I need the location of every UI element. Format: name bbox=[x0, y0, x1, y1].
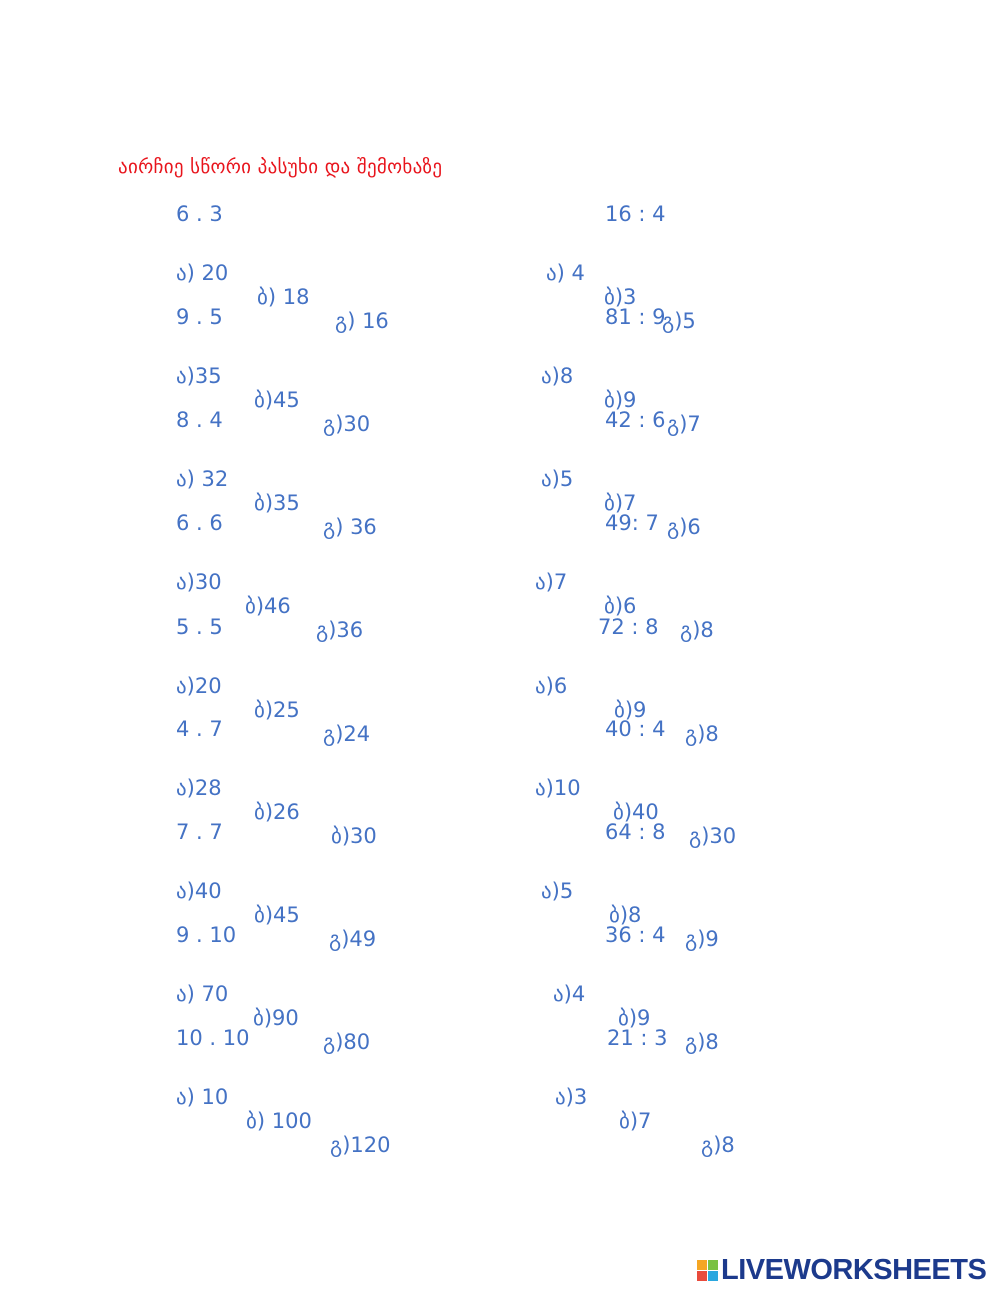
option-a[interactable]: ა)28 bbox=[176, 776, 222, 800]
option-c[interactable]: გ)6 bbox=[667, 515, 701, 539]
question-left-1: 6 . 3 bbox=[176, 202, 223, 226]
option-c[interactable]: გ)36 bbox=[316, 618, 364, 642]
option-c[interactable]: გ) 16 bbox=[335, 309, 389, 333]
option-b[interactable]: ბ)40 bbox=[613, 800, 659, 824]
question-left-8: 9 . 10 bbox=[176, 923, 237, 947]
option-c[interactable]: გ)8 bbox=[701, 1133, 735, 1157]
question-right-9: 21 : 3 bbox=[607, 1026, 668, 1050]
option-a[interactable]: ა) 70 bbox=[176, 982, 229, 1006]
question-right-7: 64 : 8 bbox=[605, 820, 666, 844]
option-a[interactable]: ა)4 bbox=[553, 982, 586, 1006]
option-c[interactable]: გ)7 bbox=[667, 412, 701, 436]
question-left-4: 6 . 6 bbox=[176, 511, 223, 535]
option-c[interactable]: გ)30 bbox=[689, 824, 737, 848]
option-b[interactable]: ბ) 100 bbox=[246, 1109, 312, 1133]
question-right-2: 81 : 9 bbox=[605, 305, 666, 329]
option-c[interactable]: გ)5 bbox=[662, 309, 696, 333]
option-b[interactable]: ბ)45 bbox=[254, 903, 300, 927]
option-c[interactable]: გ)8 bbox=[685, 722, 719, 746]
question-right-5: 72 : 8 bbox=[598, 615, 659, 639]
options-left-9 bbox=[176, 1061, 391, 1157]
option-b[interactable]: ბ)8 bbox=[609, 903, 642, 927]
option-b[interactable]: ბ)26 bbox=[254, 800, 300, 824]
question-right-4: 49: 7 bbox=[605, 511, 659, 535]
logo-block-3 bbox=[697, 1271, 707, 1281]
logo-blocks-icon bbox=[697, 1260, 718, 1281]
option-b[interactable]: ბ)9 bbox=[614, 698, 647, 722]
question-right-6: 40 : 4 bbox=[605, 717, 666, 741]
question-right-8: 36 : 4 bbox=[605, 923, 666, 947]
question-right-3: 42 : 6 bbox=[605, 408, 666, 432]
option-b[interactable]: ბ)90 bbox=[253, 1006, 299, 1030]
question-left-5: 5 . 5 bbox=[176, 615, 223, 639]
option-c[interactable]: ბ)30 bbox=[331, 824, 377, 848]
option-c[interactable]: გ)30 bbox=[323, 412, 371, 436]
option-a[interactable]: ა)20 bbox=[176, 674, 222, 698]
option-a[interactable]: ა) 32 bbox=[176, 467, 229, 491]
option-b[interactable]: ბ)35 bbox=[254, 491, 300, 515]
option-a[interactable]: ა)6 bbox=[535, 674, 568, 698]
option-c[interactable]: გ)8 bbox=[680, 618, 714, 642]
option-a[interactable]: ა)8 bbox=[541, 364, 574, 388]
question-left-2: 9 . 5 bbox=[176, 305, 223, 329]
option-a[interactable]: ა) 20 bbox=[176, 261, 229, 285]
option-b[interactable]: ბ)9 bbox=[604, 388, 637, 412]
option-b[interactable]: ბ)7 bbox=[619, 1109, 652, 1133]
option-b[interactable]: ბ)46 bbox=[245, 594, 291, 618]
option-a[interactable]: ა)40 bbox=[176, 879, 222, 903]
logo-block-2 bbox=[708, 1260, 718, 1270]
option-c[interactable]: გ)120 bbox=[330, 1133, 391, 1157]
options-right-9 bbox=[555, 1061, 735, 1157]
option-b[interactable]: ბ)3 bbox=[604, 285, 637, 309]
liveworksheets-logo bbox=[697, 1253, 986, 1287]
logo-block-4 bbox=[708, 1271, 718, 1281]
question-left-7: 7 . 7 bbox=[176, 820, 223, 844]
option-a[interactable]: ა)7 bbox=[535, 570, 568, 594]
question-left-9: 10 . 10 bbox=[176, 1026, 250, 1050]
option-c[interactable]: გ) 36 bbox=[323, 515, 377, 539]
page-title: აირჩიე სწორი პასუხი და შემოხაზე bbox=[118, 156, 443, 178]
option-c[interactable]: გ)80 bbox=[323, 1030, 371, 1054]
option-a[interactable]: ა)30 bbox=[176, 570, 222, 594]
logo-block-1 bbox=[697, 1260, 707, 1270]
option-b[interactable]: ბ)7 bbox=[604, 491, 637, 515]
option-a[interactable]: ა)3 bbox=[555, 1085, 588, 1109]
option-a[interactable]: ა)5 bbox=[541, 467, 574, 491]
option-c[interactable]: გ)24 bbox=[323, 722, 371, 746]
option-a[interactable]: ა) 10 bbox=[176, 1085, 229, 1109]
option-a[interactable]: ა)10 bbox=[535, 776, 581, 800]
option-c[interactable]: გ)8 bbox=[685, 1030, 719, 1054]
logo-text: LIVEWORKSHEETS bbox=[721, 1253, 987, 1286]
option-b[interactable]: ბ)25 bbox=[254, 698, 300, 722]
option-b[interactable]: ბ)45 bbox=[254, 388, 300, 412]
option-a[interactable]: ა)5 bbox=[541, 879, 574, 903]
option-b[interactable]: ბ) 18 bbox=[257, 285, 310, 309]
option-c[interactable]: გ)49 bbox=[329, 927, 377, 951]
option-a[interactable]: ა) 4 bbox=[546, 261, 585, 285]
question-right-1: 16 : 4 bbox=[605, 202, 666, 226]
question-left-6: 4 . 7 bbox=[176, 717, 223, 741]
option-c[interactable]: გ)9 bbox=[685, 927, 719, 951]
option-b[interactable]: ბ)6 bbox=[604, 594, 637, 618]
question-left-3: 8 . 4 bbox=[176, 408, 223, 432]
option-b[interactable]: ბ)9 bbox=[618, 1006, 651, 1030]
option-a[interactable]: ა)35 bbox=[176, 364, 222, 388]
